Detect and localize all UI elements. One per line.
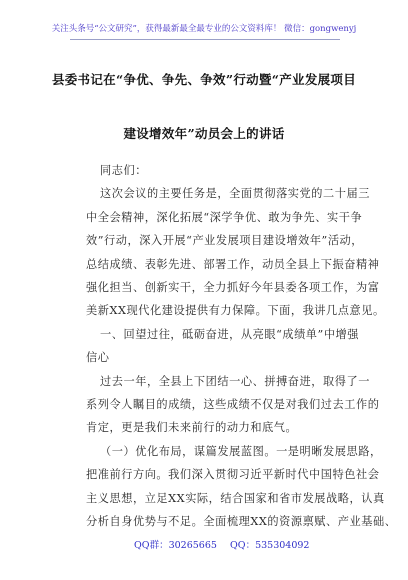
section-heading-line: 信心 bbox=[86, 351, 110, 364]
footer-qq-group: QQ群：30265665 bbox=[134, 540, 217, 551]
paragraph-line: （一）优化布局，谋篇发展蓝图。一是明晰发展思路， bbox=[100, 445, 382, 458]
header-banner: 关注头条号“公文研究”，获得最新最全最专业的公文资料库！ 微信：gongwenyj bbox=[51, 24, 357, 34]
paragraph-line: 强化担当、创新实干，全力抓好今年县委各项工作，为富 bbox=[86, 281, 380, 294]
document-title-line-2: 建设增效年”动员会上的讲话 bbox=[123, 126, 285, 141]
section-heading-line: 一、回望过往，砥砺奋进，从亮眼“成绩单”中增强 bbox=[100, 328, 360, 341]
paragraph-line: 效”行动，深入开展“产业发展项目建设增效年”活动， bbox=[86, 234, 364, 247]
footer-qq-contact: QQ：535304092 bbox=[230, 540, 310, 551]
paragraph-line: 系列令人瞩目的成绩，这些成绩不仅是对我们过去工作的 bbox=[86, 398, 380, 411]
salutation: 同志们： bbox=[100, 164, 147, 177]
paragraph-line: 肯定，更是我们未来前行的动力和底气。 bbox=[86, 421, 298, 434]
paragraph-line: 中全会精神，深化拓展“深学争优、敢为争先、实干争 bbox=[86, 211, 363, 224]
paragraph-line: 分析自身优势与不足。全面梳理XX的资源禀赋、产业基础、 bbox=[86, 515, 397, 528]
document-title-line-1: 县委书记在“争优、争先、争效”行动暨“产业发展项目 bbox=[51, 72, 357, 87]
header-divider bbox=[70, 39, 340, 40]
paragraph-line: 主义思想，立足XX实际，结合国家和省市发展战略，认真 bbox=[86, 492, 385, 505]
paragraph-line: 美新XX现代化建设提供有力保障。下面，我讲几点意见。 bbox=[86, 304, 385, 317]
paragraph-line: 这次会议的主要任务是，全面贯彻落实党的二十届三 bbox=[100, 187, 370, 200]
paragraph-line: 过去一年，全县上下团结一心、拼搏奋进，取得了一 bbox=[100, 375, 370, 388]
paragraph-line: 把准前行方向。我们深入贯彻习近平新时代中国特色社会 bbox=[86, 468, 380, 481]
paragraph-line: 总结成绩、表彰先进、部署工作，动员全县上下振奋精神 bbox=[86, 258, 380, 271]
